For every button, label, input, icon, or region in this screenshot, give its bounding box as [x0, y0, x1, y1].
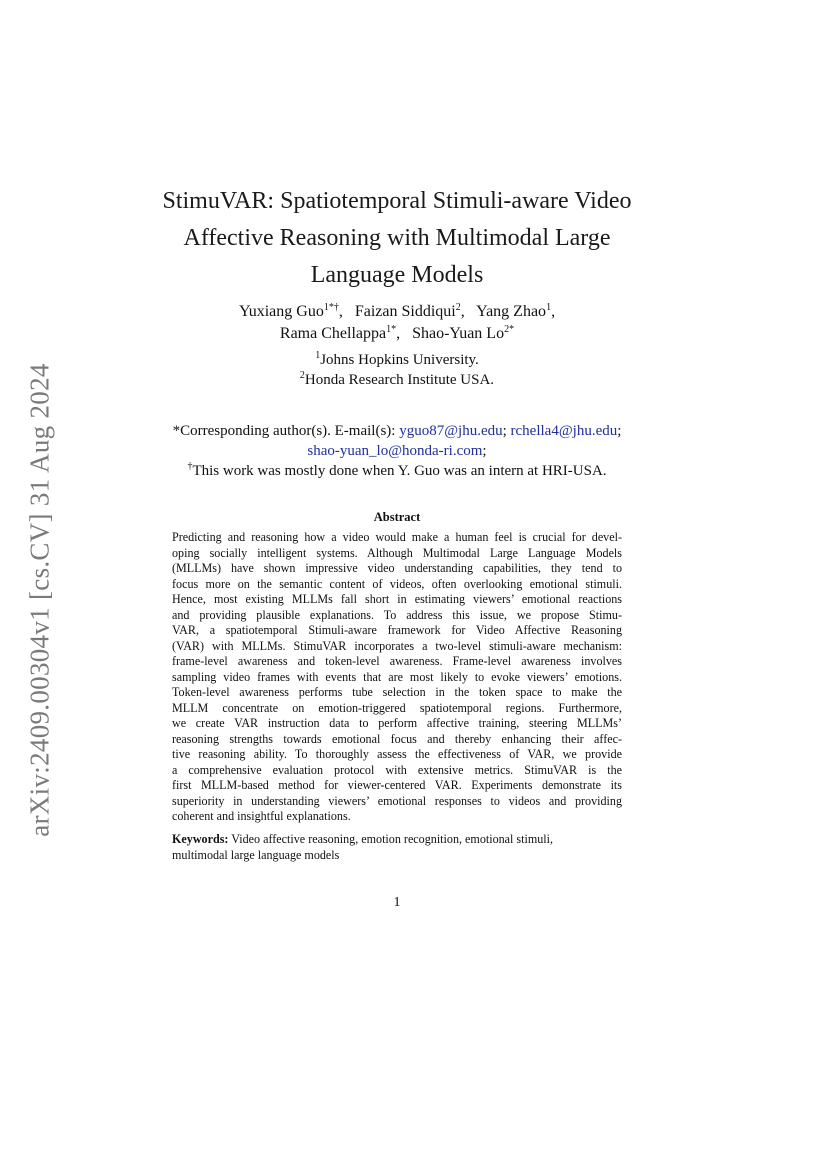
abstract-line: sampling video frames with events that are most likely to evoke viewers’ emotions. — [172, 669, 622, 684]
author-row: Rama Chellappa$^{1*}$, Shao-Yuan $Lo^{2*}$ — [279, 324, 515, 342]
corresponding-author-note: *Corresponding author(s). E-mail(s): yguo87@jhu.edu; rchella4@jhu.edu; — [172, 423, 622, 439]
author-name: Yang Zhao$^1$ — [476, 302, 552, 320]
abstract-line: reasoning strengths towards emotional focus and thereby enhancing their affec- — [172, 731, 622, 746]
author-name: Rama Chellappa$^{1*}$ — [279, 324, 397, 342]
affiliation: $^1$Johns Hopkins University. — [315, 350, 479, 368]
title-line: Language Models — [310, 262, 484, 288]
page-number: 1 — [393, 895, 401, 910]
affiliation-list — [140, 350, 654, 390]
email-link[interactable]: rchella4@jhu.edu — [510, 423, 618, 439]
abstract-line: Token-level awareness performs tube selection in the token space to make the — [172, 685, 622, 699]
abstract-line: and providing plausible explanations. To address this issue, we propose Stimu- — [172, 607, 622, 622]
abstract-line: Predicting and reasoning how a video would make a human feel is crucial for devel- — [172, 530, 622, 544]
author-affiliation-mark: 1* — [386, 324, 397, 335]
abstract-heading: Abstract — [373, 510, 421, 524]
author-affiliation-mark: 1 — [546, 302, 552, 313]
author-name: Shao-Yuan $Lo^{2*}$ — [412, 324, 515, 342]
abstract-line: a comprehensive evaluation protocol with extensive metrics. StimuVAR is the — [172, 762, 622, 777]
author-affiliation-mark: 2* — [504, 324, 515, 335]
keywords-line: Keywords: Video affective reasoning, emotion recognition, emotional stimuli, — [172, 832, 554, 846]
keywords-label: Keywords: — [172, 832, 229, 846]
arxiv-identifier-stamp: arXiv:2409.00304v1 [cs.CV] 31 Aug 2024 — [24, 363, 55, 837]
paper-title — [140, 183, 654, 294]
dagger-mark: † — [187, 461, 193, 472]
author-name: Yuxiang Guo$^{1*\dagger}$ — [238, 302, 339, 320]
abstract-line: we create VAR instruction data to perform affective training, steering MLLMs’ — [172, 716, 622, 730]
title-line: StimuVAR: Spatiotemporal Stimuli-aware Video — [162, 188, 632, 214]
abstract-line: coherent and insightful explanations. — [172, 809, 351, 823]
abstract-line: superiority in understanding viewers’ emotional responses to videos and providing — [172, 793, 622, 808]
abstract-line: first MLLM-based method for viewer-centered VAR. Experiments demonstrate its — [172, 778, 622, 792]
corresponding-author-note-continued: shao-yuan_lo@honda-ri.com; — [307, 443, 487, 459]
author-footnotes — [130, 421, 664, 481]
title-line: Affective Reasoning with Multimodal Large — [183, 225, 611, 251]
author-list — [140, 301, 654, 345]
abstract-line: (VAR) with MLLMs. StimuVAR incorporates a two-level stimuli-aware mechanism: — [172, 638, 622, 653]
email-link[interactable]: shao-yuan_lo@honda-ri.com — [307, 443, 483, 459]
abstract-line: VAR, a spatiotemporal Stimuli-aware framework for Video Affective Reasoning — [172, 623, 622, 637]
author-affiliation-mark: 2 — [455, 302, 461, 313]
abstract-text — [172, 530, 622, 825]
author-row: Yuxiang Guo$^{1*\dagger}$, Faizan Siddiqui$^2$, Yang Zhao$^1$, — [238, 302, 556, 320]
abstract-line: Hence, most existing MLLMs fall short in estimating viewers’ emotional reactions — [172, 592, 622, 606]
intern-note: †This work was mostly done when Y. Guo was an intern at HRI-USA. — [187, 461, 607, 479]
abstract-line: MLLM concentrate on emotion-triggered spatiotemporal regions. Furthermore, — [172, 700, 622, 715]
email-link[interactable]: yguo87@jhu.edu — [399, 423, 503, 439]
author-name: Faizan Siddiqui$^2$ — [354, 302, 461, 320]
abstract-line: oping socially intelligent systems. Although Multimodal Large Language Models — [172, 545, 622, 560]
abstract-line: frame-level awareness and token-level awareness. Frame-level awareness involves — [172, 654, 622, 668]
abstract-line: focus more on the semantic content of videos, often overlooking emotional stimuli. — [172, 576, 622, 591]
keywords-line: multimodal large language models — [172, 847, 340, 862]
affiliation: $^2$Honda Research Institute USA. — [299, 370, 495, 388]
abstract-line: tive reasoning ability. To thoroughly assess the effectiveness of VAR, we provide — [172, 747, 622, 761]
abstract-line: (MLLMs) have shown impressive video understanding capabilities, they tend to — [172, 561, 622, 575]
keywords — [172, 832, 622, 863]
author-affiliation-mark: 1*† — [323, 302, 339, 313]
